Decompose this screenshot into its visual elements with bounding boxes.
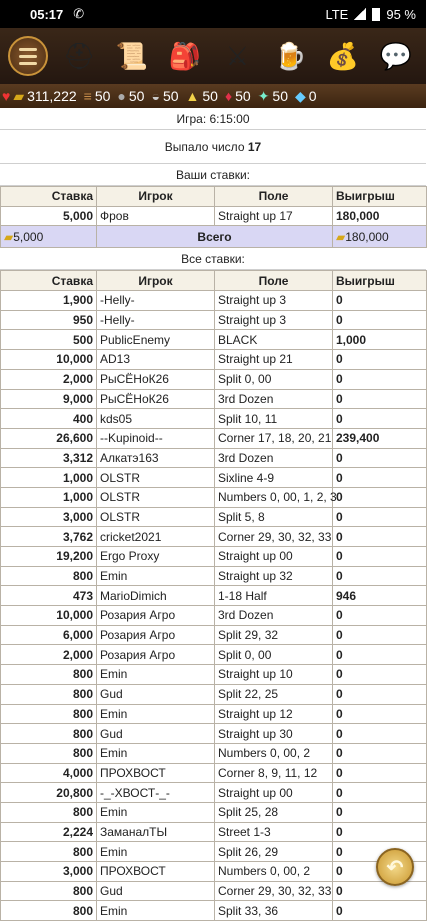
table-row xyxy=(1,527,427,547)
table-row xyxy=(1,842,427,862)
bet-cell: 2,000 xyxy=(1,369,97,389)
table-row xyxy=(1,487,427,507)
undo-arrow-icon: ↶ xyxy=(386,856,404,879)
player-cell[interactable]: OLSTR xyxy=(97,507,215,527)
win-cell: 0 xyxy=(333,625,427,645)
win-cell: 0 xyxy=(333,743,427,763)
table-row xyxy=(1,206,427,226)
gold-bars-icon: ▰ xyxy=(336,229,346,244)
heart-icon: ♥ xyxy=(2,88,11,104)
total-win: 180,000 xyxy=(345,229,389,244)
field-cell: Straight up 3 xyxy=(215,291,333,311)
sulfur-value: 50 xyxy=(202,88,218,104)
win-cell: 0 xyxy=(333,527,427,547)
field-cell: Straight up 10 xyxy=(215,665,333,685)
bet-cell: 10,000 xyxy=(1,350,97,370)
table-row xyxy=(1,566,427,586)
table-header xyxy=(1,271,427,291)
table-header xyxy=(1,187,427,207)
player-cell[interactable]: ПРОХВОСТ xyxy=(97,763,215,783)
battery-icon xyxy=(372,8,380,21)
table-row xyxy=(1,684,427,704)
bet-cell: 950 xyxy=(1,310,97,330)
win-cell: 946 xyxy=(333,586,427,606)
col-win: Выигрыш xyxy=(333,187,427,207)
bet-cell: 400 xyxy=(1,409,97,429)
win-cell: 0 xyxy=(333,389,427,409)
win-cell: 0 xyxy=(333,369,427,389)
field-cell: Straight up 12 xyxy=(215,704,333,724)
win-cell: 0 xyxy=(333,645,427,665)
treasure-icon[interactable]: 💰 xyxy=(326,40,360,71)
player-cell[interactable]: Emin xyxy=(97,842,215,862)
player-cell[interactable]: Gud xyxy=(97,684,215,704)
field-cell: 3rd Dozen xyxy=(215,389,333,409)
win-cell: 0 xyxy=(333,487,427,507)
win-cell: 0 xyxy=(333,350,427,370)
player-cell[interactable]: Emin xyxy=(97,901,215,921)
roulette-results xyxy=(0,108,426,921)
bet-cell: 3,000 xyxy=(1,507,97,527)
field-cell: Split 29, 32 xyxy=(215,625,333,645)
player-cell[interactable]: kds05 xyxy=(97,409,215,429)
signal-icon xyxy=(354,8,366,20)
crossed-swords-icon[interactable]: ⚔ xyxy=(225,40,250,71)
game-nav-bar xyxy=(0,28,426,84)
phone-icon: ✆ xyxy=(73,6,85,21)
bet-cell: 800 xyxy=(1,802,97,822)
player-cell[interactable]: AD13 xyxy=(97,350,215,370)
table-row xyxy=(1,665,427,685)
field-cell: Split 0, 00 xyxy=(215,645,333,665)
crystal-value: 50 xyxy=(235,88,251,104)
table-row xyxy=(1,783,427,803)
player-cell[interactable]: Emin xyxy=(97,802,215,822)
win-cell: 0 xyxy=(333,901,427,921)
player-cell[interactable]: Розария Агро xyxy=(97,645,215,665)
gold-bars-icon: ▰ xyxy=(13,87,25,104)
helmet-icon[interactable]: ⛑ xyxy=(62,40,96,71)
player-cell[interactable]: Розария Агро xyxy=(97,625,215,645)
field-cell: Corner 29, 30, 32, 33 xyxy=(215,527,333,547)
field-cell: Split 33, 36 xyxy=(215,901,333,921)
table-row xyxy=(1,862,427,882)
win-cell: 239,400 xyxy=(333,428,427,448)
all-bets-table xyxy=(0,270,427,921)
field-cell: Street 1-3 xyxy=(215,822,333,842)
backpack-icon[interactable]: 🎒 xyxy=(168,40,201,71)
player-cell[interactable]: ПРОХВОСТ xyxy=(97,862,215,882)
field-cell: Corner 17, 18, 20, 21 xyxy=(215,428,333,448)
field-cell: Straight up 3 xyxy=(215,310,333,330)
bet-cell: 800 xyxy=(1,684,97,704)
win-cell: 0 xyxy=(333,566,427,586)
ore-value: 50 xyxy=(162,88,179,104)
table-row xyxy=(1,901,427,921)
player-cell[interactable]: Gud xyxy=(97,724,215,744)
bet-cell: 26,600 xyxy=(1,428,97,448)
table-row xyxy=(1,645,427,665)
bet-cell: 473 xyxy=(1,586,97,606)
win-cell: 0 xyxy=(333,507,427,527)
field-cell: Corner 8, 9, 11, 12 xyxy=(215,763,333,783)
player-cell[interactable]: Emin xyxy=(97,665,215,685)
player-cell[interactable]: OLSTR xyxy=(97,487,215,507)
field-cell: Split 22, 25 xyxy=(215,684,333,704)
chat-bubble-icon[interactable]: 💬 xyxy=(379,40,412,71)
ore-icon: ◒ xyxy=(151,88,160,104)
table-row xyxy=(1,822,427,842)
win-cell: 180,000 xyxy=(333,206,427,226)
field-cell: 1-18 Half xyxy=(215,586,333,606)
bet-cell: 9,000 xyxy=(1,389,97,409)
total-bet: 5,000 xyxy=(13,229,44,244)
gems-icon: ✦ xyxy=(257,87,270,104)
all-bets-body xyxy=(1,291,427,921)
player-cell[interactable]: Emin xyxy=(97,566,215,586)
table-row xyxy=(1,586,427,606)
player-cell[interactable]: MarioDimich xyxy=(97,586,215,606)
win-cell: 0 xyxy=(333,862,427,882)
bet-cell: 2,000 xyxy=(1,645,97,665)
player-cell[interactable]: Emin xyxy=(97,743,215,763)
bet-cell: 19,200 xyxy=(1,547,97,567)
win-cell: 0 xyxy=(333,310,427,330)
player-cell[interactable]: Ergo Proxy xyxy=(97,547,215,567)
bet-cell: 3,762 xyxy=(1,527,97,547)
bet-cell: 800 xyxy=(1,901,97,921)
field-cell: Numbers 0, 00, 2 xyxy=(215,862,333,882)
col-win: Выигрыш xyxy=(333,271,427,291)
player-cell[interactable]: Алкатэ163 xyxy=(97,448,215,468)
field-cell: Split 5, 8 xyxy=(215,507,333,527)
table-row xyxy=(1,310,427,330)
table-row xyxy=(1,369,427,389)
bet-cell: 800 xyxy=(1,704,97,724)
field-cell: 3rd Dozen xyxy=(215,606,333,626)
table-row xyxy=(1,350,427,370)
win-cell: 0 xyxy=(333,783,427,803)
win-cell: 0 xyxy=(333,606,427,626)
player-cell[interactable]: -Helly- xyxy=(97,310,215,330)
win-cell: 0 xyxy=(333,448,427,468)
your-bets-label: Ваши ставки: xyxy=(0,164,426,186)
player-cell[interactable]: Розария Агро xyxy=(97,606,215,626)
diamond-icon: ◆ xyxy=(295,87,306,104)
field-cell: Straight up 30 xyxy=(215,724,333,744)
bet-cell: 1,900 xyxy=(1,291,97,311)
player-cell[interactable]: Emin xyxy=(97,704,215,724)
beer-mug-icon[interactable]: 🍺 xyxy=(273,40,307,71)
table-row xyxy=(1,389,427,409)
win-cell: 0 xyxy=(333,842,427,862)
table-row xyxy=(1,704,427,724)
bet-cell: 500 xyxy=(1,330,97,350)
gold-value: 311,222 xyxy=(27,88,77,104)
field-cell: BLACK xyxy=(215,330,333,350)
col-bet: Ставка xyxy=(1,271,97,291)
total-row xyxy=(1,226,427,248)
win-cell: 1,000 xyxy=(333,330,427,350)
battery-level: 95 % xyxy=(386,6,416,22)
table-row xyxy=(1,330,427,350)
col-field: Поле xyxy=(215,187,333,207)
field-cell: Straight up 00 xyxy=(215,547,333,567)
total-bet-cell xyxy=(1,226,97,248)
win-cell: 0 xyxy=(333,881,427,901)
menu-icon[interactable] xyxy=(8,36,48,76)
bet-cell: 800 xyxy=(1,665,97,685)
field-cell: 3rd Dozen xyxy=(215,448,333,468)
player-cell[interactable]: -_-ХВОСТ-_- xyxy=(97,783,215,803)
field-cell: Split 10, 11 xyxy=(215,409,333,429)
bet-cell: 800 xyxy=(1,842,97,862)
player-cell[interactable]: Фров xyxy=(97,206,215,226)
crystal-icon: ♦ xyxy=(224,88,233,104)
gems-value: 50 xyxy=(272,88,288,104)
all-bets-label: Все ставки: xyxy=(0,248,426,270)
table-row xyxy=(1,291,427,311)
field-cell: Straight up 32 xyxy=(215,566,333,586)
win-cell: 0 xyxy=(333,724,427,744)
network-label: LTE xyxy=(325,6,349,22)
col-bet: Ставка xyxy=(1,187,97,207)
player-cell[interactable]: --Kupinoid-- xyxy=(97,428,215,448)
bet-cell: 800 xyxy=(1,881,97,901)
total-label: Всего xyxy=(97,226,333,248)
table-row xyxy=(1,547,427,567)
table-row xyxy=(1,625,427,645)
status-bar xyxy=(0,0,426,28)
col-player: Игрок xyxy=(97,271,215,291)
status-time: 05:17 xyxy=(30,6,64,22)
bet-cell: 800 xyxy=(1,566,97,586)
player-cell[interactable]: OLSTR xyxy=(97,468,215,488)
table-row xyxy=(1,468,427,488)
table-row xyxy=(1,606,427,626)
table-row xyxy=(1,881,427,901)
table-row xyxy=(1,448,427,468)
game-time: Игра: 6:15:00 xyxy=(0,108,426,130)
player-cell[interactable]: РыСЁНоК26 xyxy=(97,369,215,389)
field-cell: Sixline 4-9 xyxy=(215,468,333,488)
field-cell: Split 25, 28 xyxy=(215,802,333,822)
win-cell: 0 xyxy=(333,665,427,685)
your-bets-table xyxy=(0,186,427,248)
field-cell: Corner 29, 30, 32, 33 xyxy=(215,881,333,901)
bet-cell: 2,224 xyxy=(1,822,97,842)
stone-value: 50 xyxy=(128,88,145,104)
result-line xyxy=(0,130,426,164)
table-row xyxy=(1,409,427,429)
stone-icon: ● xyxy=(117,88,126,104)
win-cell: 0 xyxy=(333,822,427,842)
bet-cell: 1,000 xyxy=(1,468,97,488)
bet-cell: 6,000 xyxy=(1,625,97,645)
field-cell: Numbers 0, 00, 2 xyxy=(215,743,333,763)
player-cell[interactable]: cricket2021 xyxy=(97,527,215,547)
bet-cell: 800 xyxy=(1,743,97,763)
result-prefix: Выпало число xyxy=(164,140,245,154)
field-cell: Numbers 0, 00, 1, 2, 3 xyxy=(215,487,333,507)
table-row xyxy=(1,724,427,744)
win-cell: 0 xyxy=(333,763,427,783)
bet-cell: 1,000 xyxy=(1,487,97,507)
bet-cell: 3,000 xyxy=(1,862,97,882)
wood-logs-icon: ≡ xyxy=(83,88,92,104)
bet-cell: 4,000 xyxy=(1,763,97,783)
total-win-cell xyxy=(333,226,427,248)
field-cell: Straight up 17 xyxy=(215,206,333,226)
gold-bars-icon: ▰ xyxy=(4,229,14,244)
diamond-value: 0 xyxy=(308,88,317,104)
field-cell: Straight up 00 xyxy=(215,783,333,803)
back-button[interactable] xyxy=(376,848,414,886)
win-cell: 0 xyxy=(333,468,427,488)
bet-cell: 5,000 xyxy=(1,206,97,226)
table-row xyxy=(1,743,427,763)
resource-bar xyxy=(0,84,426,108)
win-cell: 0 xyxy=(333,291,427,311)
table-row xyxy=(1,763,427,783)
table-row xyxy=(1,507,427,527)
win-cell: 0 xyxy=(333,547,427,567)
table-row xyxy=(1,428,427,448)
table-row xyxy=(1,802,427,822)
player-cell[interactable]: -Helly- xyxy=(97,291,215,311)
bet-cell: 3,312 xyxy=(1,448,97,468)
field-cell: Split 26, 29 xyxy=(215,842,333,862)
win-cell: 0 xyxy=(333,802,427,822)
field-cell: Straight up 21 xyxy=(215,350,333,370)
result-number: 17 xyxy=(247,140,262,154)
col-field: Поле xyxy=(215,271,333,291)
bet-cell: 20,800 xyxy=(1,783,97,803)
win-cell: 0 xyxy=(333,704,427,724)
bet-cell: 10,000 xyxy=(1,606,97,626)
wood-value: 50 xyxy=(94,88,111,104)
win-cell: 0 xyxy=(333,684,427,704)
col-player: Игрок xyxy=(97,187,215,207)
bet-cell: 800 xyxy=(1,724,97,744)
sulfur-icon: ▲ xyxy=(185,88,200,104)
field-cell: Split 0, 00 xyxy=(215,369,333,389)
scroll-map-icon[interactable]: 📜 xyxy=(115,40,149,71)
player-cell[interactable]: ЗаманалТЫ xyxy=(97,822,215,842)
win-cell: 0 xyxy=(333,409,427,429)
player-cell[interactable]: PublicEnemy xyxy=(97,330,215,350)
player-cell[interactable]: Gud xyxy=(97,881,215,901)
player-cell[interactable]: РыСЁНоК26 xyxy=(97,389,215,409)
